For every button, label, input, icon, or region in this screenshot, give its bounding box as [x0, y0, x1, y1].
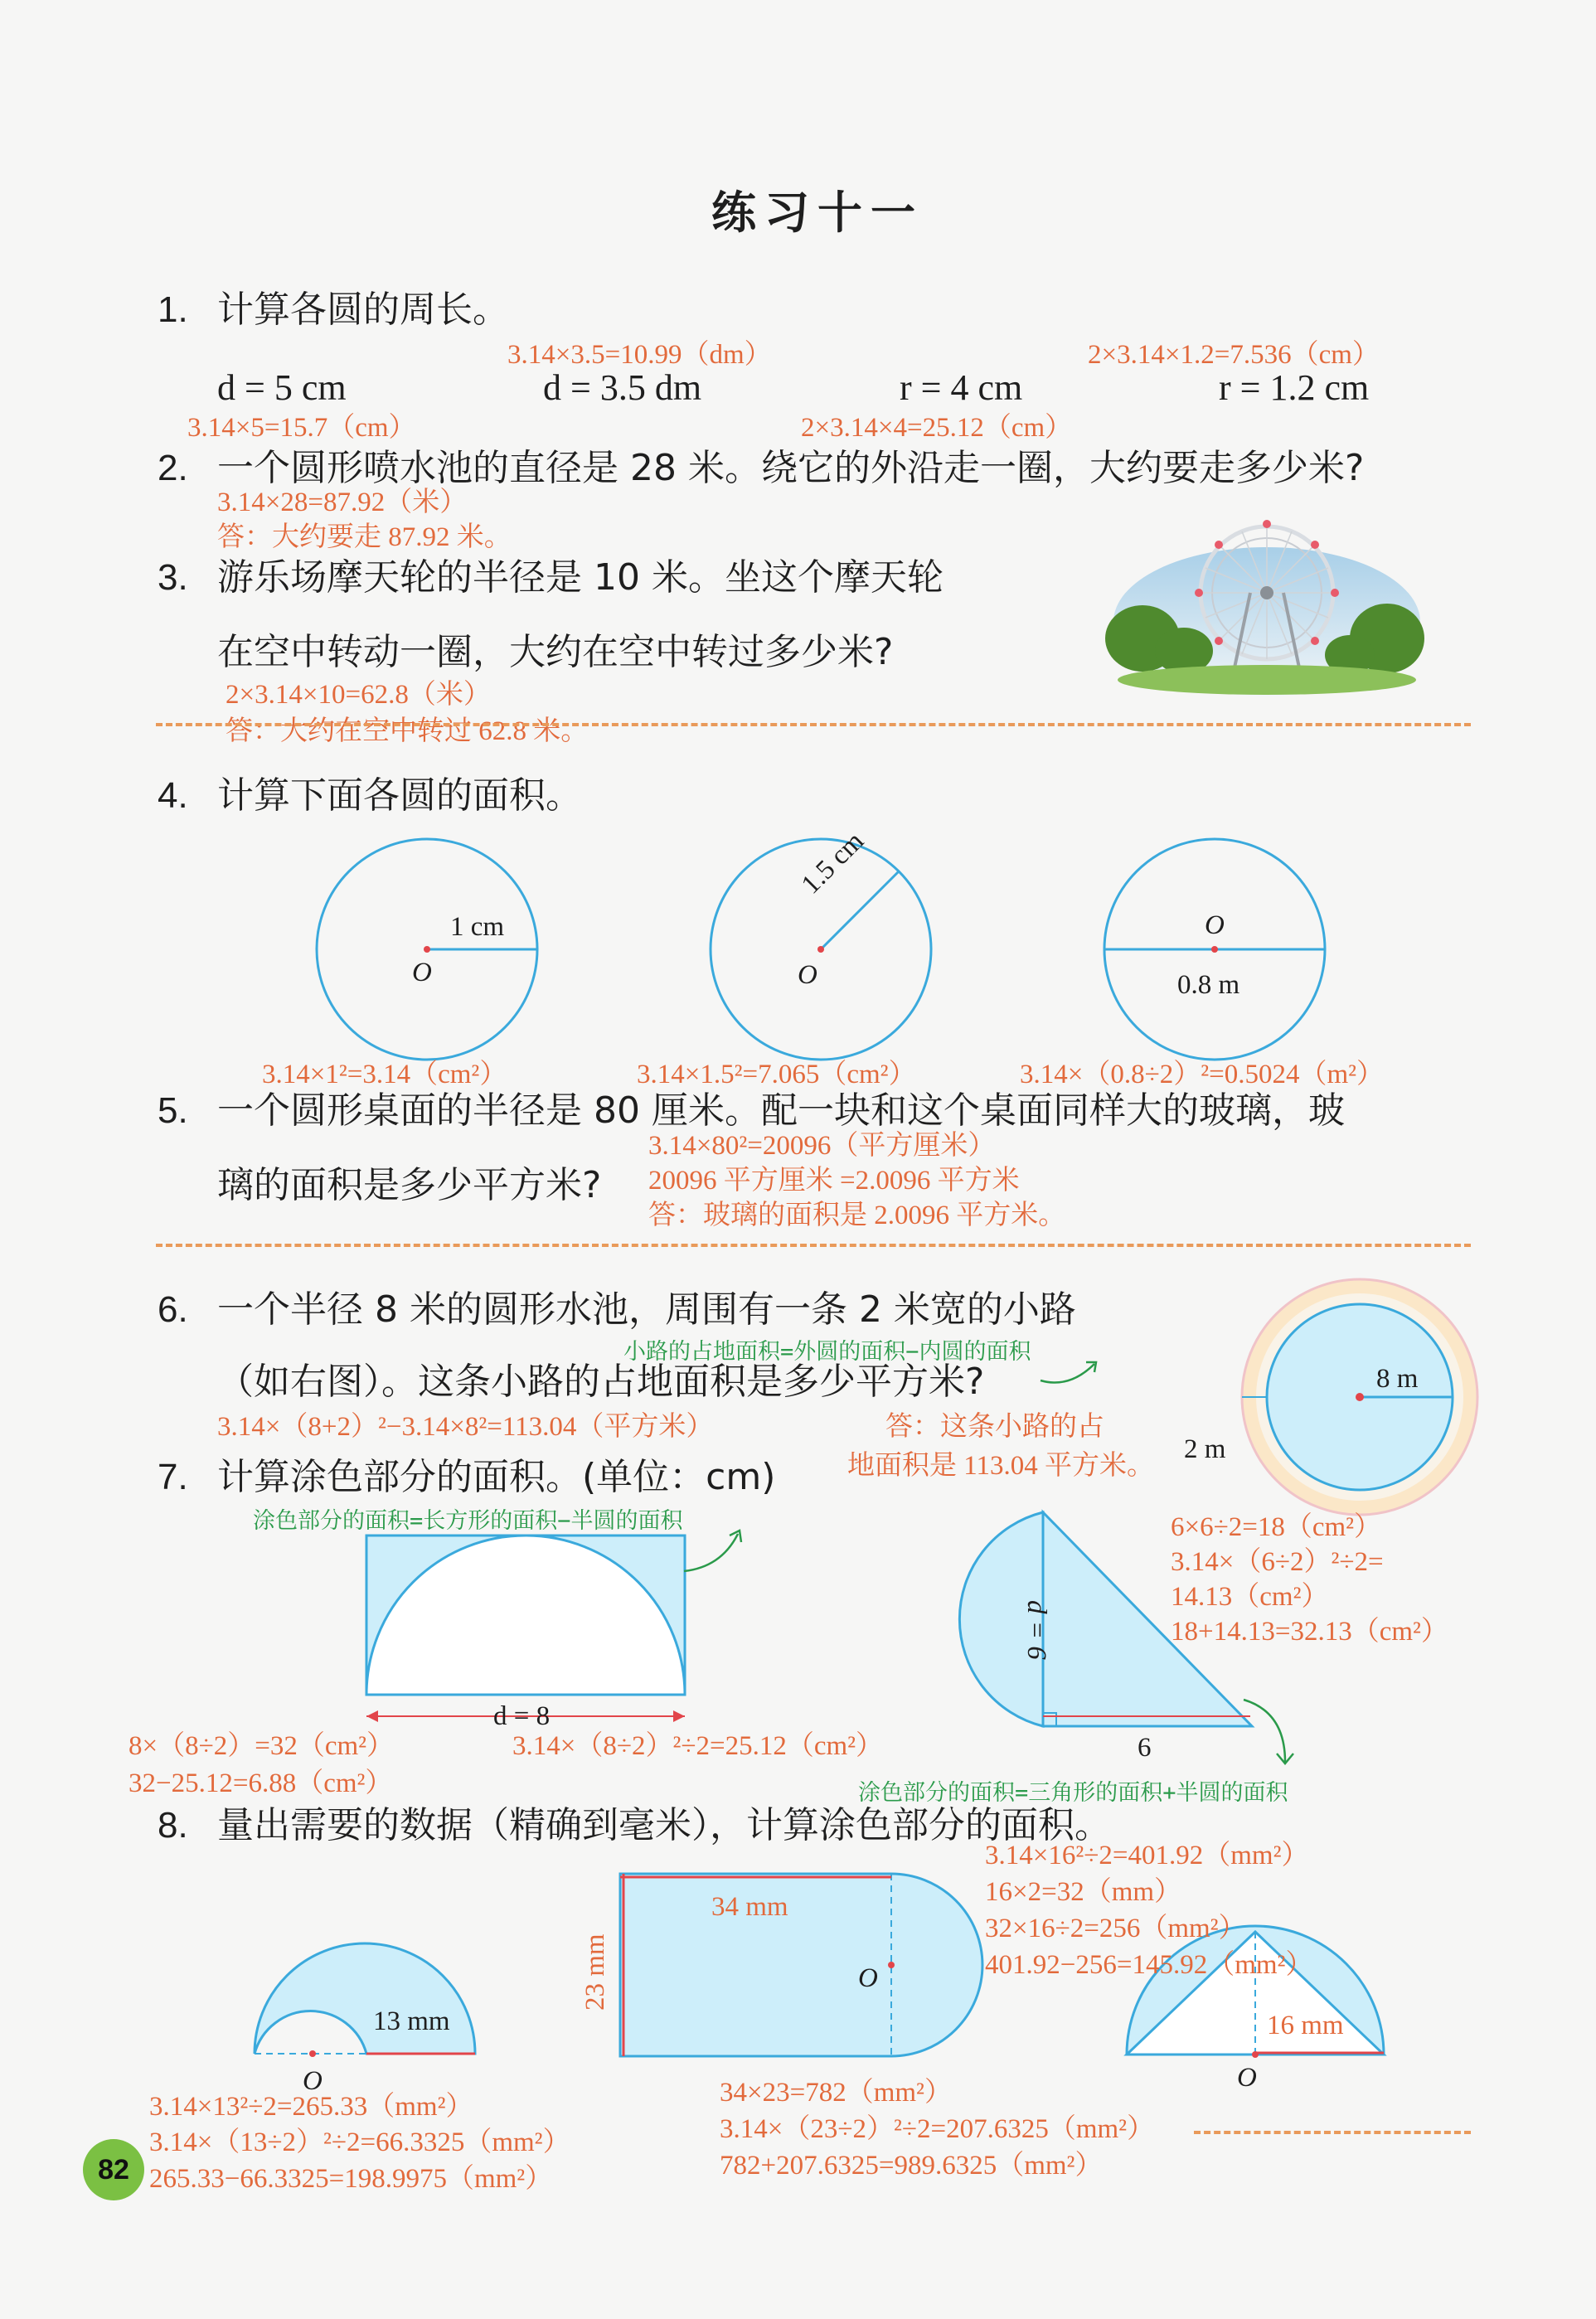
q8-right-answer-3: 32×16÷2=256（mm²） [985, 1914, 1246, 1943]
q6-path-label: 2 m [1184, 1434, 1226, 1464]
q8-right-label: 16 mm [1267, 2011, 1344, 2040]
q4-circle-3-answer: 3.14×（0.8÷2）²=0.5024（m²） [1020, 1060, 1385, 1089]
q1-item-2-label: d = 3.5 dm [543, 367, 702, 408]
q3-text-line2: 在空中转动一圈，大约在空中转过多少米? [217, 631, 894, 673]
q1-item-4-label: r = 1.2 cm [1219, 367, 1370, 408]
q6-pond-diagram [1239, 1277, 1480, 1517]
q5-answer-3: 答：玻璃的面积是 2.0096 平方米。 [648, 1201, 1066, 1230]
q7-left-answer-3: 32−25.12=6.88（cm²） [129, 1768, 393, 1798]
q8-right-answer-2: 16×2=32（mm） [985, 1877, 1182, 1907]
q3-number: 3. [158, 557, 188, 598]
q4-circle-2-measure: 1.5 cm [796, 826, 870, 900]
q7-left-answer-2: 3.14×（8÷2）²÷2=25.12（cm²） [512, 1731, 884, 1761]
separator-1 [156, 723, 1471, 726]
q8-right-answer-1: 3.14×16²÷2=401.92（mm²） [985, 1841, 1309, 1870]
q1-item-1-label: d = 5 cm [217, 367, 347, 408]
q8-mid-diagram [612, 1865, 985, 2064]
q7-right-answer-1: 6×6÷2=18（cm²） [1171, 1512, 1382, 1542]
q1-item-2-answer: 3.14×3.5=10.99（dm） [507, 340, 772, 370]
q6-note: 小路的占地面积=外圆的面积−内圆的面积 [623, 1339, 1031, 1365]
q1-text: 计算各圆的周长。 [217, 289, 509, 331]
q8-left-label: 13 mm [373, 2006, 450, 2036]
q4-circle-1 [315, 837, 539, 1061]
q2-answer-1: 3.14×28=87.92（米） [217, 488, 468, 517]
q8-number: 8. [158, 1805, 188, 1846]
q7-text: 计算涂色部分的面积。(单位：cm) [217, 1456, 776, 1498]
q7-number: 7. [158, 1457, 188, 1497]
q2-number: 2. [158, 448, 188, 488]
q2-text: 一个圆形喷水池的直径是 28 米。绕它的外沿走一圈，大约要走多少米? [217, 447, 1365, 489]
q5-answer-1: 3.14×80²=20096（平方厘米） [648, 1131, 996, 1161]
q4-circle-2-center: O [798, 960, 817, 990]
q5-text-line1: 一个圆形桌面的半径是 80 厘米。配一块和这个桌面同样大的玻璃，玻 [217, 1089, 1345, 1132]
q8-mid-answer-3: 782+207.6325=989.6325（mm²） [720, 2151, 1103, 2181]
q1-item-1-answer: 3.14×5=15.7（cm） [187, 413, 416, 443]
q8-text: 量出需要的数据（精确到毫米），计算涂色部分的面积。 [217, 1804, 1111, 1846]
q8-left-answer-2: 3.14×（13÷2）²÷2=66.3325（mm²） [149, 2127, 570, 2157]
q4-circle-1-answer: 3.14×1²=3.14（cm²） [262, 1060, 507, 1089]
q6-text-line1: 一个半径 8 米的圆形水池，周围有一条 2 米宽的小路 [217, 1288, 1076, 1331]
q6-answer: 3.14×（8+2）²−3.14×8²=113.04（平方米） [217, 1412, 714, 1442]
q7-right-answer-2: 3.14×（6÷2）²÷2= [1171, 1547, 1384, 1577]
q5-text-line2: 璃的面积是多少平方米? [217, 1164, 602, 1206]
q7-right-answer-4: 18+14.13=32.13（cm²） [1171, 1617, 1448, 1647]
separator-3 [1194, 2131, 1471, 2134]
q6-answer-text-2: 地面积是 113.04 平方米。 [847, 1451, 1155, 1481]
q8-left-center: O [303, 2066, 323, 2096]
q1-item-3-label: r = 4 cm [900, 367, 1023, 408]
q7-right-base-label: 6 [1138, 1733, 1152, 1763]
q8-left-diagram [253, 1940, 477, 2064]
q7-right-d-label: d = 6 [1021, 1600, 1051, 1660]
q7-note-right: 涂色部分的面积=三角形的面积+半圆的面积 [858, 1780, 1288, 1806]
q4-number: 4. [158, 775, 188, 816]
q2-answer-2: 答：大约要走 87.92 米。 [217, 522, 512, 552]
q7-right-answer-3: 14.13（cm²） [1171, 1582, 1329, 1612]
q4-circle-2-answer: 3.14×1.5²=7.065（cm²） [637, 1060, 916, 1089]
page-title: 练习十一 [711, 187, 924, 239]
q7-left-answer-1: 8×（8÷2）=32（cm²） [129, 1731, 395, 1761]
q8-left-answer-3: 265.33−66.3325=198.9975（mm²） [149, 2164, 553, 2194]
q4-text: 计算下面各圆的面积。 [217, 774, 582, 817]
q1-item-4-answer: 2×3.14×1.2=7.536（cm） [1088, 340, 1380, 370]
q1-item-3-answer: 2×3.14×4=25.12（cm） [801, 413, 1073, 443]
q4-circle-1-center: O [412, 958, 432, 987]
page-number-badge: 82 [83, 2139, 144, 2200]
q4-circle-1-measure: 1 cm [450, 912, 505, 942]
q4-circle-3-measure: 0.8 m [1177, 970, 1240, 1000]
ferris-wheel-illustration [1109, 514, 1424, 696]
q3-answer-1: 2×3.14×10=62.8（米） [226, 680, 491, 710]
q5-answer-2: 20096 平方厘米 =2.0096 平方米 [648, 1166, 1020, 1196]
q7-left-note-arrow [680, 1526, 754, 1575]
q6-radius-label: 8 m [1376, 1364, 1419, 1394]
q8-mid-center: O [858, 1963, 878, 1993]
q8-mid-height-label: 23 mm [580, 1933, 610, 2011]
q7-note-left: 涂色部分的面积=长方形的面积−半圆的面积 [253, 1508, 683, 1534]
q8-mid-width-label: 34 mm [711, 1892, 788, 1922]
q6-note-arrow [1036, 1356, 1103, 1397]
q7-right-note-arrow [1235, 1696, 1310, 1770]
q4-circle-3-center: O [1205, 910, 1225, 940]
q5-number: 5. [158, 1090, 188, 1131]
q4-circle-3 [1103, 837, 1327, 1061]
q8-right-center: O [1237, 2063, 1257, 2093]
q8-left-answer-1: 3.14×13²÷2=265.33（mm²） [149, 2092, 473, 2122]
q3-answer-2: 答：大约在空中转过 62.8 米。 [226, 716, 589, 746]
q6-number: 6. [158, 1289, 188, 1330]
q1-number: 1. [158, 289, 188, 330]
q6-answer-text-1: 答：这条小路的占 [885, 1412, 1104, 1442]
q8-mid-answer-2: 3.14×（23÷2）²÷2=207.6325（mm²） [720, 2114, 1155, 2144]
q7-left-label: d = 8 [493, 1701, 551, 1731]
q8-right-answer-4: 401.92−256=145.92（mm²） [985, 1950, 1313, 1980]
q3-text-line1: 游乐场摩天轮的半径是 10 米。坐这个摩天轮 [217, 556, 944, 599]
separator-2 [156, 1244, 1471, 1247]
q6-text-line2: （如右图）。这条小路的占地面积是多少平方米? [217, 1361, 985, 1403]
q8-mid-answer-1: 34×23=782（mm²） [720, 2078, 952, 2108]
